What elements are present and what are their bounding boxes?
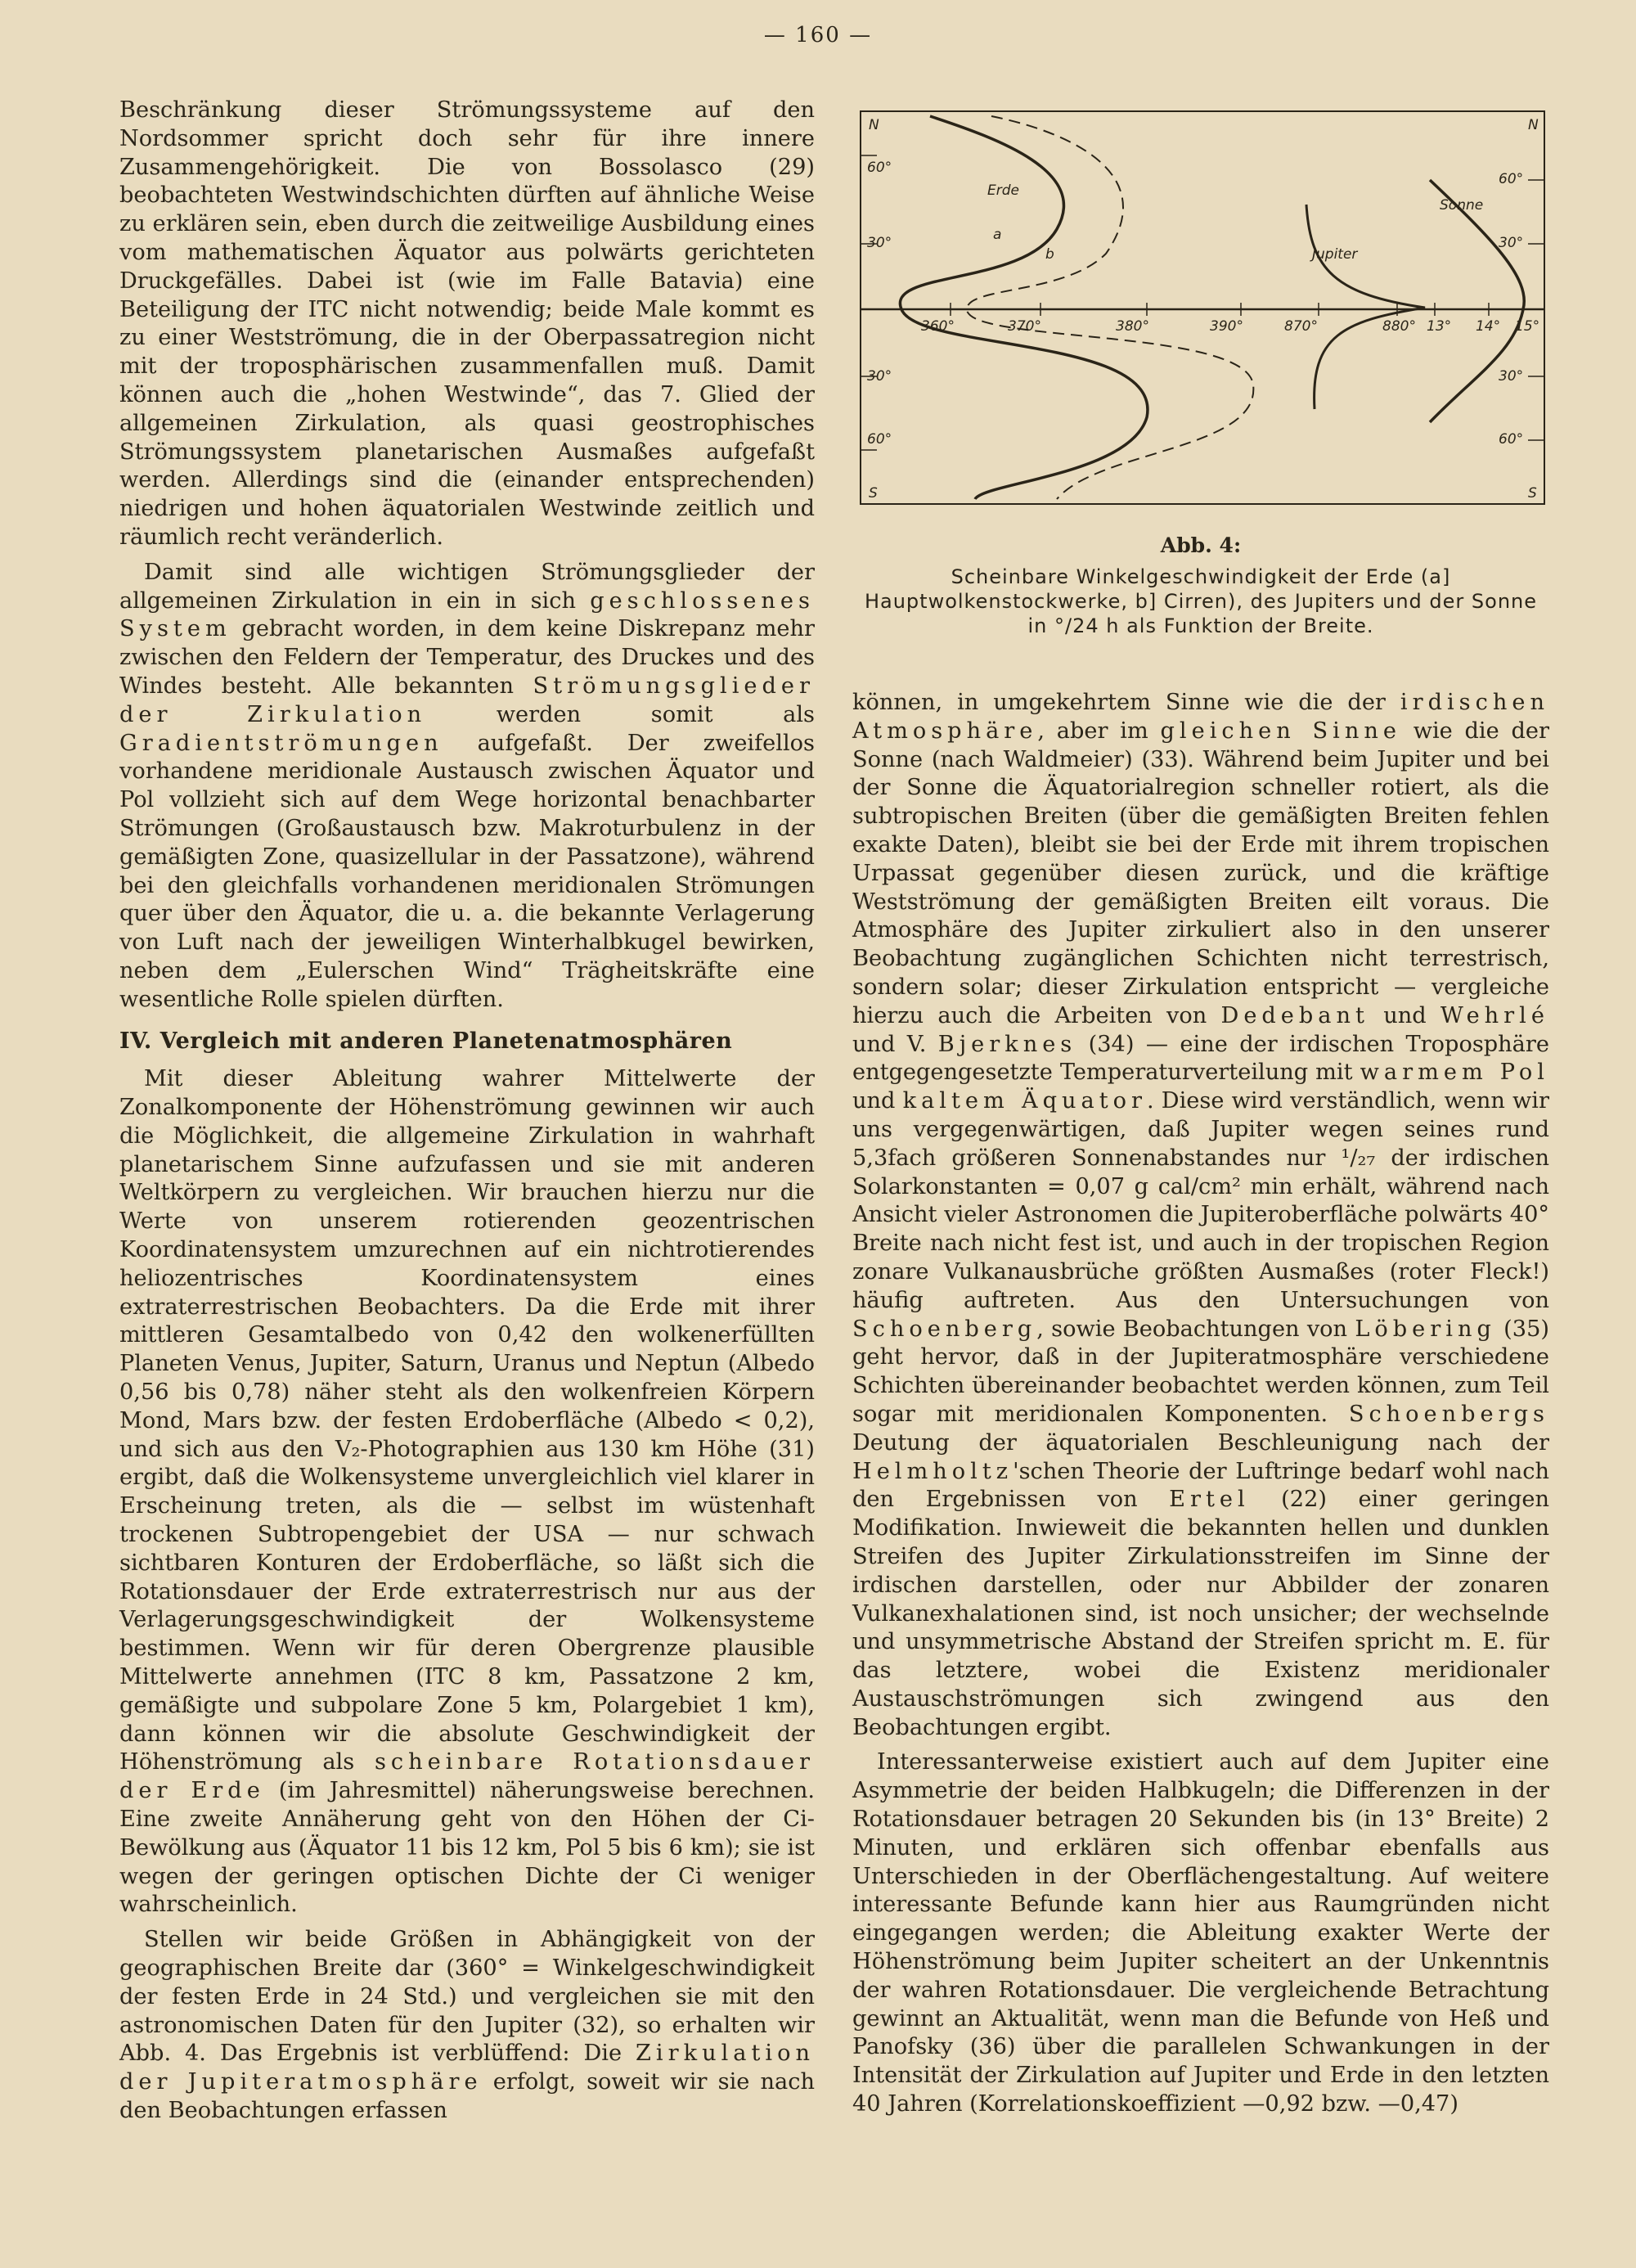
emphasis: geschlossenes System	[119, 587, 815, 642]
lat-label-right: 60°	[1499, 171, 1524, 187]
author-name: Löbering	[1355, 1316, 1496, 1342]
jupiter-curve	[1306, 205, 1425, 409]
emphasis: Strömungsglieder der Zirkulation	[119, 673, 815, 727]
emphasis: irdischen Atmosphäre	[852, 690, 1549, 744]
lat-label: 30°	[867, 368, 892, 385]
paragraph: Interessanterweise existiert auch auf dem Jupiter eine Asymmetrie der beiden Halbkugeln; die Differenzen in der Rotationsdauer betragen 20 Sekunden bis (in 13° Breite) 2 Minuten, und erklären sich offenbar ebenfalls aus Unterschieden in der Oberflächengestaltung. Auf weitere interessante Befunde kann hier aus Raumgründen nicht eingegangen werden; die Ableitung exakter Werte der Höhenströmung beim Jupiter scheitert an der Unkenntnis der wahren Rotationsdauer. Die vergleichende Betrachtung gewinnt an Aktualität, wenn man die Befunde von Heß und Panofsky (36) über die parallelen Schwankungen in der Intensität der Zirkulation auf Jupiter und Erde in den letzten 40 Jahren (Korrelationskoeffizient —0,92 bzw. —0,47)	[852, 1749, 1549, 2117]
paragraph: Mit dieser Ableitung wahrer Mittelwerte der Zonalkomponente der Höhenströmung gewinnen wir auch die Möglichkeit, die allgemeine Zirkulation in wahrhaft planetarischem Sinne aufzufassen und sie mit anderen Weltkörpern zu vergleichen. Wir brauchen hierzu nur die Werte von unserem rotierenden geozentrischen Koordinatensystem umzurechnen auf ein nichtrotierendes heliozentrisches Koordinatensystem eines extraterrestrischen Beobachters. Da die Erde mit ihrer mittleren Gesamtalbedo von 0,42 den wolkenerfüllten Planeten Venus, Jupiter, Saturn, Uranus und Neptun (Albedo 0,56 bis 0,78) näher steht als den wolkenfreien Körpern Mond, Mars bzw. der festen Erdoberfläche (Albedo < 0,2), und sich aus den V₂-Photographien aus 130 km Höhe (31) ergibt, daß die Wolkensysteme unvergleichlich viel klarer in Erscheinung treten, als die — selbst im wüstenhaft trockenen Subtropengebiet der USA — nur schwach sichtbaren Konturen der Erdoberfläche, so läßt sich die Rotationsdauer der Erde extraterrestrisch nur aus der Verlagerungsgeschwindigkeit der Wolkensysteme bestimmen. Wenn wir für deren Obergrenze plausible Mittelwerte annehmen (ITC 8 km, Passatzone 2 km, gemäßigte und subpolare Zone 5 km, Polargebiet 1 km), dann können wir die absolute Geschwindigkeit der Höhenströmung als scheinbare Rotationsdauer der Erde (im Jahresmittel) näherungsweise berechnen. Eine zweite Annäherung geht von den Höhen der Ci-Bewölkung aus (Äquator 11 bis 12 km, Pol 5 bis 6 km); sie ist wegen der geringen optischen Dichte der Ci weniger wahrscheinlich.	[119, 1066, 815, 1918]
tick-label: 870°	[1284, 318, 1318, 335]
emphasis: scheinbare Rotationsdauer der Erde	[119, 1749, 815, 1804]
emphasis: Zirkulation der Jupiteratmosphäre	[119, 2041, 815, 2095]
author-name: Dedebant	[1220, 1002, 1369, 1028]
author-name: Helmholtz	[852, 1458, 1014, 1484]
figure-abb4	[852, 106, 1549, 637]
tick-label: 15°	[1515, 318, 1540, 335]
axis-label-n-right: N	[1528, 117, 1539, 133]
lat-label: 60°	[867, 160, 892, 176]
label-b: b	[1045, 246, 1054, 263]
tick-label: 360°	[921, 318, 955, 335]
author-name: Schoenbergs	[1348, 1401, 1549, 1427]
earth-curve-b	[967, 116, 1253, 499]
label-sonne: Sonne	[1440, 197, 1484, 214]
author-name: Wehrlé	[1440, 1002, 1549, 1028]
label-erde: Erde	[987, 182, 1019, 199]
lat-label-right: 30°	[1499, 235, 1524, 251]
author-name: Ertel	[1169, 1487, 1250, 1513]
paragraph: Beschränkung dieser Strömungssysteme auf den Nordsommer spricht doch sehr für ihre innere Zusammengehörigkeit. Die von Bossolasco (29) beobachteten Westwindschichten dürften auf ähnliche Weise zu erklären sein, eben durch die zeitweilige Ausbildung eines vom mathematischen Äquator aus polwärts gerichteten Druckgefälles. Dabei ist (wie im Falle Batavia) eine Beteiligung der ITC nicht notwendig; beide Male kommt es zu einer Westströmung, die in der Oberpassatregion nicht mit der troposphärischen zusammenfallen muß. Damit können auch die „hohen Westwinde“, das 7. Glied der allgemeinen Zirkulation, als quasi geostrophisches Strömungssystem planetarischen Ausmaßes aufgefaßt werden. Allerdings sind die (einander entsprechenden) niedrigen und hohen äquatorialen Westwinde zeitlich und räumlich recht veränderlich.	[119, 97, 815, 550]
lat-label: 60°	[867, 431, 892, 448]
author-name: Bjerknes	[937, 1031, 1077, 1057]
emphasis: kaltem Äquator	[902, 1088, 1147, 1114]
emphasis: warmem Pol	[1360, 1060, 1549, 1086]
tick-label: 380°	[1116, 318, 1149, 335]
tick-label: 880°	[1382, 318, 1416, 335]
lat-label-right: 30°	[1499, 368, 1524, 385]
tick-label: 370°	[1008, 318, 1041, 335]
left-column	[119, 97, 815, 2132]
sun-curve	[1430, 180, 1524, 422]
figure-caption: Scheinbare Winkelgeschwindigkeit der Erde (a] Hauptwolkenstockwerke, b] Cirren), des Jupiters und der Sonne in °/24 h als Funktion der Breite.	[864, 565, 1538, 637]
axis-label-s: S	[869, 485, 878, 502]
axis-label-s-right: S	[1528, 485, 1537, 502]
angular-velocity-diagram	[852, 106, 1549, 532]
axis-label-n: N	[869, 117, 879, 133]
paragraph: Damit sind alle wichtigen Strömungsglieder der allgemeinen Zirkulation in ein in sich geschlossenes System gebracht worden, in dem keine Diskrepanz mehr zwischen den Feldern der Temperatur, des Druckes und des Windes besteht. Alle bekannten Strömungsglieder der Zirkulation werden somit als Gradientströmungen aufgefaßt. Der zweifellos vorhandene meridionale Austausch zwischen Äquator und Pol vollzieht sich auf dem Wege horizontal benachbarter Strömungen (Großaustausch bzw. Makroturbulenz in der gemäßigten Zone, quasizellular in der Passatzone), während bei den gleichfalls vorhandenen meridionalen Strömungen quer über den Äquator, die u. a. die bekannte Verlagerung von Luft nach der jeweiligen Winterhalbkugel bewirken, neben dem „Eulerschen Wind“ Trägheitskräfte eine wesentliche Rolle spielen dürften.	[119, 559, 815, 1012]
lat-label: 30°	[867, 235, 892, 251]
figure-label: Abb. 4:	[1160, 533, 1242, 557]
section-heading: IV. Vergleich mit anderen Planetenatmosphären	[119, 1028, 733, 1054]
tick-label: 390°	[1210, 318, 1243, 335]
author-name: Schoenberg	[852, 1316, 1037, 1342]
lat-label-right: 60°	[1499, 431, 1524, 448]
right-column	[852, 689, 1549, 2126]
label-jupiter: Jupiter	[1312, 246, 1358, 263]
emphasis: gleichen Sinne	[1160, 718, 1401, 744]
emphasis: Gradientströmungen	[119, 730, 443, 756]
tick-label: 13°	[1427, 318, 1452, 335]
page-number: — 160 —	[763, 23, 873, 47]
tick-label: 14°	[1476, 318, 1501, 335]
label-a: a	[993, 227, 1002, 243]
paragraph: können, in umgekehrtem Sinne wie die der irdischen Atmosphäre, aber im gleichen Sinne wie die der Sonne (nach Waldmeier) (33). Während beim Jupiter und bei der Sonne die Äquatorialregion schneller rotiert, als die subtropischen Breiten (über die gemäßigten Breiten fehlen exakte Daten), bleibt sie bei der Erde mit ihrem tropischen Urpassat gegenüber diesen zurück, und die kräftige Westströmung der gemäßigten Breiten eilt voraus. Die Atmosphäre des Jupiter zirkuliert also in den unserer Beobachtung zugänglichen Schichten nicht terrestrisch, sondern solar; dieser Zirkulation entspricht — vergleiche hierzu auch die Arbeiten von Dedebant und Wehrlé und V. Bjerknes (34) — eine der irdischen Troposphäre entgegengesetzte Temperaturverteilung mit warmem Pol und kaltem Äquator. Diese wird verständlich, wenn wir uns vergegenwärtigen, daß Jupiter wegen seines rund 5,3fach größeren Sonnenabstandes nur ¹/₂₇ der irdischen Solarkonstanten = 0,07 g cal/cm² min erhält, während nach Ansicht vieler Astronomen die Jupiteroberfläche polwärts 40° Breite nach nicht fest ist, und auch in der tropischen Region zonare Vulkanausbrüche größten Ausmaßes (roter Fleck!) häufig auftreten. Aus den Untersuchungen von Schoenberg, sowie Beobachtungen von Löbering (35) geht hervor, daß in der Jupiteratmosphäre verschiedene Schichten übereinander beobachtet werden können, zum Teil sogar mit meridionalen Komponenten. Schoenbergs Deutung der äquatorialen Beschleunigung nach der Helmholtz'schen Theorie der Luftringe bedarf wohl nach den Ergebnissen von Ertel (22) einer geringen Modifikation. Inwieweit die bekannten hellen und dunklen Streifen des Jupiter Zirkulationsstreifen im Sinne der irdischen darstellen, oder nur Abbilder der zonaren Vulkanexhalationen sind, ist noch unsicher; der wechselnde und unsymmetrische Abstand der Streifen spricht m. E. für das letztere, wobei die Existenz meridionaler Austauschströmungen sich zwingend aus den Beobachtungen ergibt.	[852, 690, 1549, 1740]
paragraph: Stellen wir beide Größen in Abhängigkeit von der geographischen Breite dar (360° = Winkelgeschwindigkeit der festen Erde in 24 Std.) und vergleichen sie mit den astronomischen Daten für den Jupiter (32), so erhalten wir Abb. 4. Das Ergebnis ist verblüffend: Die Zirkulation der Jupiteratmosphäre erfolgt, soweit wir sie nach den Beobachtungen erfassen	[119, 1927, 815, 2123]
